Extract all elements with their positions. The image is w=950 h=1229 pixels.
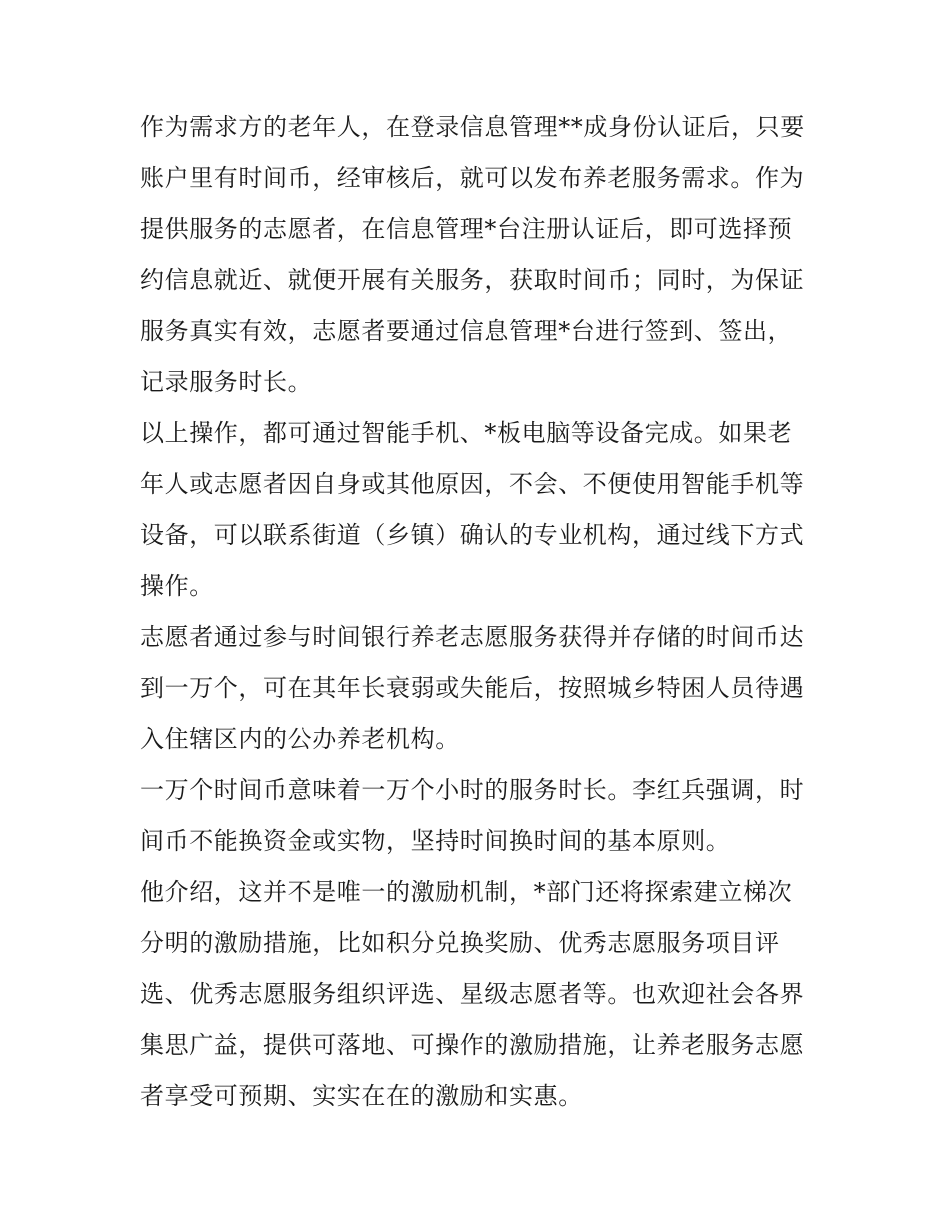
text-line: 入住辖区内的公办养老机构。 — [140, 725, 460, 753]
text-line: 间币不能换资金或实物，坚持时间换时间的基本原则。 — [140, 827, 731, 855]
text-line: 记录服务时长。 — [140, 368, 313, 396]
text-line: 账户里有时间币，经审核后，就可以发布养老服务需求。作为 — [140, 164, 805, 192]
text-line: 他介绍，这并不是唯一的激励机制，*部门还将探索建立梯次 — [140, 878, 793, 906]
text-line: 集思广益，提供可落地、可操作的激励措施，让养老服务志愿 — [140, 1031, 805, 1059]
text-line: 者享受可预期、实实在在的激励和实惠。 — [140, 1082, 583, 1110]
text-line: 志愿者通过参与时间银行养老志愿服务获得并存储的时间币达 — [140, 623, 805, 651]
paragraph-3 — [140, 612, 812, 765]
text-line: 以上操作，都可通过智能手机、*板电脑等设备完成。如果老 — [140, 419, 793, 447]
text-line: 到一万个，可在其年长衰弱或失能后，按照城乡特困人员待遇 — [140, 674, 805, 702]
text-line: 作为需求方的老年人，在登录信息管理**成身份认证后，只要 — [140, 113, 805, 141]
text-line: 一万个时间币意味着一万个小时的服务时长。李红兵强调，时 — [140, 776, 805, 804]
document-body — [140, 102, 812, 1122]
text-line: 约信息就近、就便开展有关服务，获取时间币；同时，为保证 — [140, 266, 805, 294]
text-line: 服务真实有效，志愿者要通过信息管理*台进行签到、签出， — [140, 317, 793, 345]
text-line: 设备，可以联系街道（乡镇）确认的专业机构，通过线下方式 — [140, 521, 805, 549]
paragraph-5 — [140, 867, 812, 1122]
text-line: 年人或志愿者因自身或其他原因，不会、不便使用智能手机等 — [140, 470, 805, 498]
paragraph-1 — [140, 102, 812, 408]
text-line: 分明的激励措施，比如积分兑换奖励、优秀志愿服务项目评 — [140, 929, 780, 957]
text-line: 提供服务的志愿者，在信息管理*台注册认证后，即可选择预 — [140, 215, 793, 243]
text-line: 操作。 — [140, 572, 214, 600]
paragraph-2 — [140, 408, 812, 612]
paragraph-4 — [140, 765, 812, 867]
text-line: 选、优秀志愿服务组织评选、星级志愿者等。也欢迎社会各界 — [140, 980, 805, 1008]
